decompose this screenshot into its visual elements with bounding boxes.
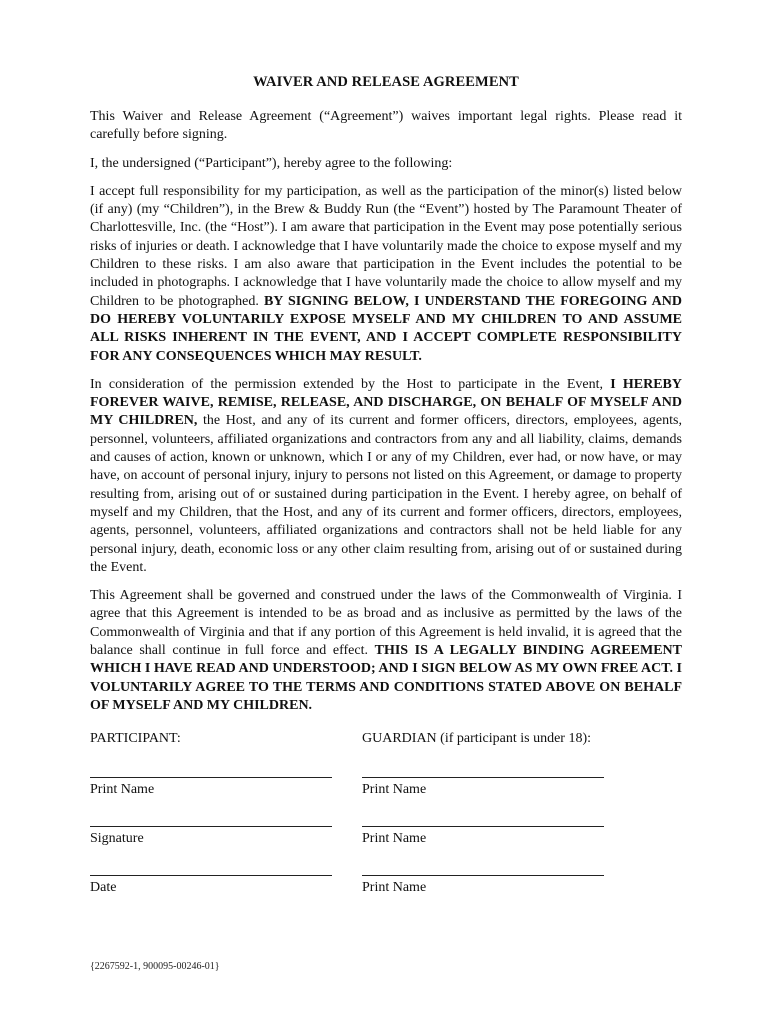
undersigned-paragraph: I, the undersigned (“Participant”), hereby agree to the following: xyxy=(90,155,453,171)
responsibility-bold-text: BY SIGNING BELOW, I UNDERSTAND THE FOREGOING AND DO HEREBY VOLUNTARILY EXPOSE MYSELF AND MY CHILDREN TO AND ASSUME ALL RISKS INHERENT IN THE EVENT, AND I ACCEPT COMPLETE RESPONSIBILITY FOR ANY CONSEQUENCES WHICH MAY RESULT. xyxy=(90,293,682,364)
binding-agreement-bold-text: THIS IS A LEGALLY BINDING AGREEMENT WHICH I HAVE READ AND UNDERSTOOD; AND I SIGN BELOW AS MY OWN FREE ACT. I VOLUNTARILY AGREE TO THE TERMS AND CONDITIONS STATED ABOVE ON BEHALF OF MYSELF AND MY CHILDREN. xyxy=(90,643,683,713)
participant-signature-line[interactable]: Signature xyxy=(90,826,332,875)
responsibility-paragraph xyxy=(90,183,682,366)
release-bold-text: I HEREBY FOREVER WAIVE, REMISE, RELEASE, AND DISCHARGE, ON BEHALF OF MYSELF AND MY CHILDREN, xyxy=(90,376,682,429)
guardian-print-name-line-3[interactable]: Print Name xyxy=(362,875,604,924)
intro-paragraph: This Waiver and Release Agreement (“Agreement”) waives important legal rights. Please read it carefully before signing. xyxy=(90,109,682,143)
release-text-b: the Host, and any of its current and former officers, directors, employees, agents, personnel, volunteers, affiliated organizations and contractors from any and all liability, claims, demands and causes of action, known or unknown, which I or any of my Children, ever had, or now have, or may have, on account of personal injury, injury to persons not listed on this Agreement, or damage to property resulting from, arising out of or sustained during participation in the Event. I hereby agree, on behalf of myself and my Children, that the Host, and any of its current and former officers, directors, employees, agents, personnel, volunteers, affiliated organizations and contractors shall not be held liable for any personal injury, death, economic loss or any other claim resulting from, arising out of or sustained during the Event. xyxy=(90,413,682,575)
guardian-print-name-line-2[interactable]: Print Name xyxy=(362,826,604,875)
participant-heading: PARTICIPANT: xyxy=(90,731,181,747)
document-id-footer: {2267592-1, 900095-00246-01} xyxy=(90,961,220,972)
guardian-print-name-line-1[interactable]: Print Name xyxy=(362,777,604,826)
participant-print-name-line[interactable]: Print Name xyxy=(90,777,332,826)
signature-block xyxy=(90,731,682,924)
document-title: WAIVER AND RELEASE AGREEMENT xyxy=(253,74,519,90)
responsibility-text: I accept full responsibility for my participation, as well as the participation of the minor(s) listed below (if any) (my “Children”), in the Brew & Buddy Run (the “Event”) hosted by The Paramount Theater of Charlottesville, Inc. (the “Host”). I am aware that participation in the Event may pose potentially serious risks of injuries or death. I acknowledge that I have voluntarily made the choice to expose myself and my Children to these risks. I am also aware that participation in the Event includes the potential to be included in photographs. I acknowledge that I have voluntarily made the choice to allow myself and my Children to be photographed. xyxy=(90,183,682,309)
governing-law-paragraph xyxy=(90,587,682,715)
participant-date-line[interactable]: Date xyxy=(90,875,332,924)
release-paragraph xyxy=(90,376,682,577)
guardian-heading: GUARDIAN (if participant is under 18): xyxy=(362,731,592,747)
governing-law-text: This Agreement shall be governed and construed under the laws of the Commonwealth of Virginia. I agree that this Agreement is intended to be as broad and as inclusive as permitted by the laws of the Commonwealth of Virginia and that if any portion of this Agreement is held invalid, it is agreed that the balance shall continue in full force and effect. xyxy=(90,588,682,659)
release-text-a: In consideration of the permission extended by the Host to participate in the Event, xyxy=(90,376,611,392)
